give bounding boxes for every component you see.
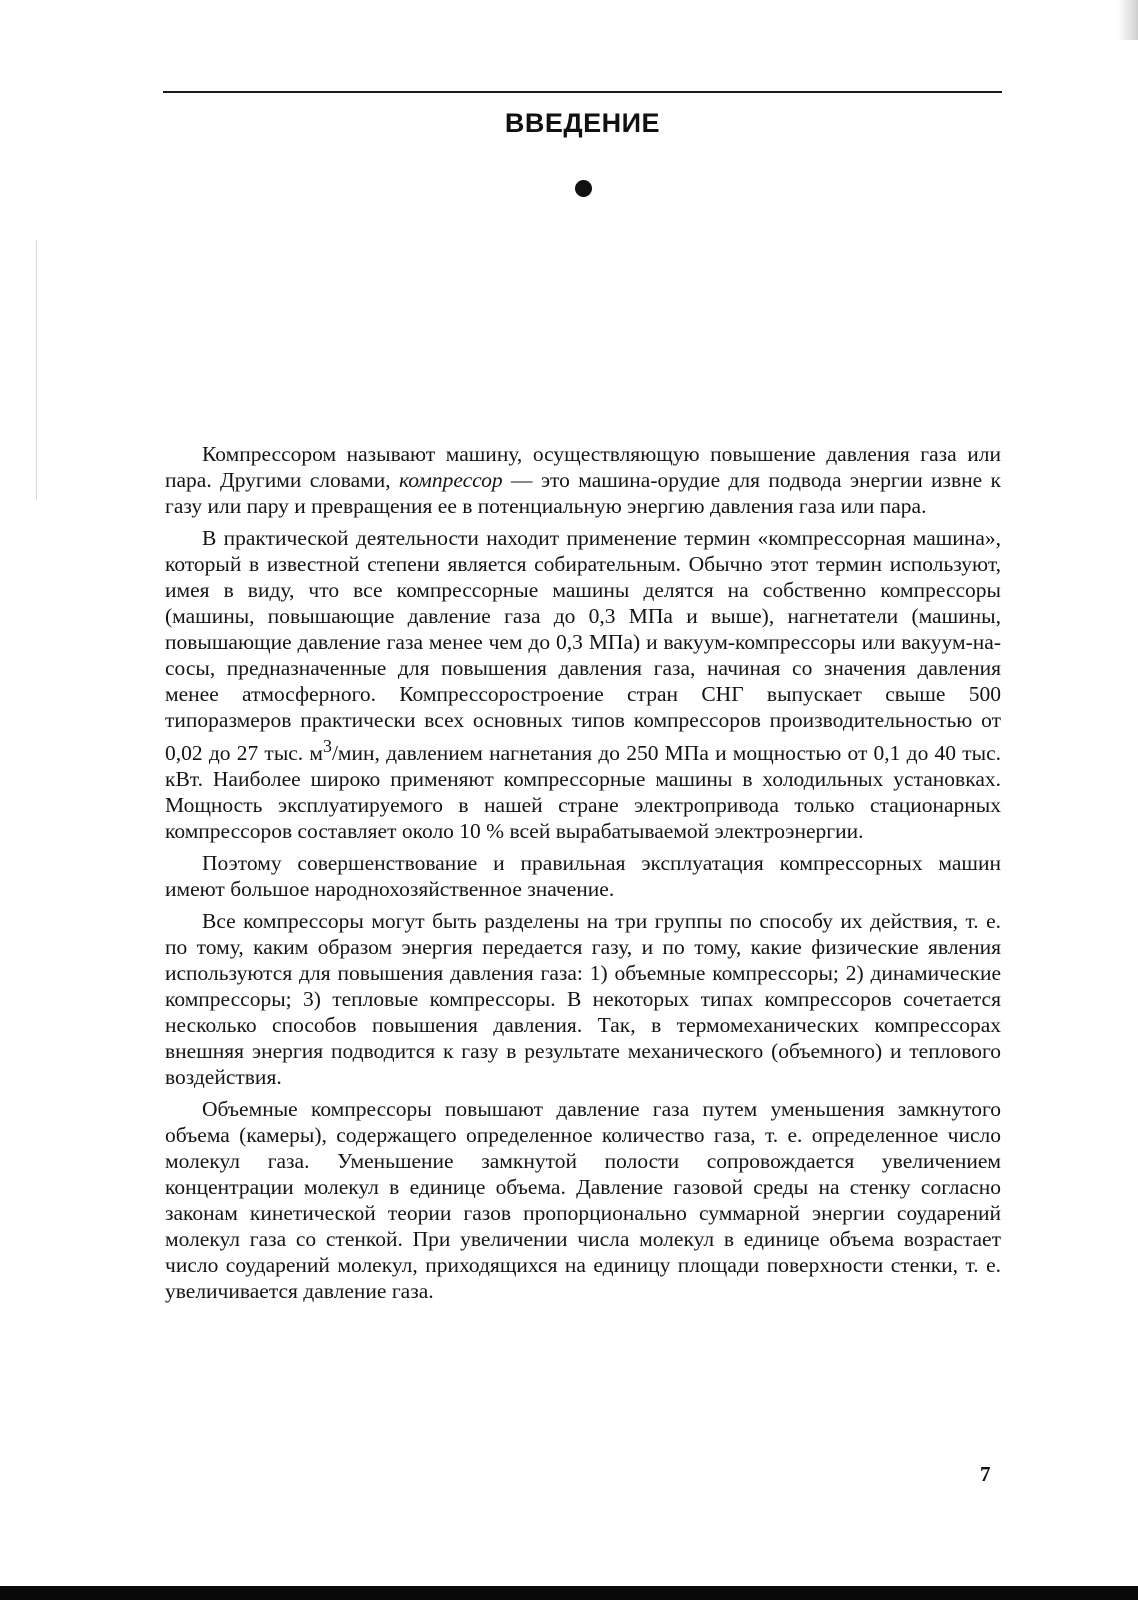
scan-edge-line bbox=[36, 240, 37, 500]
paragraph-1-emphasis: компрессор bbox=[398, 468, 503, 492]
page-number: 7 bbox=[980, 1462, 991, 1486]
bullet-ornament bbox=[575, 180, 592, 197]
paragraph-2-before: В практической деятельности находит применение термин «компрессорная машина», который в известной степени является собирательным. Обычно этот термин используют, имея в виду, что все компрессорные машины делятся на собственно компрессоры (машины, повышающие давление газа до 0,3 МПа и выше), нагнетатели (машины, повышающие давление газа менее чем до 0,3 МПа) и вакуум-компрессоры или вакуум-насосы, предназначенные для повышения давления газа, начиная со значения давления менее атмосферного. Компрессоростроение стран СНГ выпускает свыше 500 типоразмеров практически всех основных типов компрессоров производительностью от 0,02 до 27 тыс. м bbox=[165, 526, 1001, 766]
paragraph-2 bbox=[165, 525, 1001, 844]
paragraph-1-before: Компрессором называют машину, осуществляющую повышение давления газа или пара. Другими словами, bbox=[165, 442, 1001, 492]
paragraph-2-after: /мин, давлением нагнетания до 250 МПа и мощностью от 0,1 до 40 тыс. кВт. Наиболее широко применяют компрессорные машины в холодильных установках. Мощность эксплуатируемого в нашей стране электропривода только стационарных компрессоров составляет около 10 % всей вырабатываемой электроэнергии. bbox=[165, 741, 1001, 844]
scan-edge-mark bbox=[1118, 0, 1138, 40]
paragraph-1-after: — это машина-орудие для подвода энергии извне к газу или пару и превращения ее в потенциальную энергию давления газа или пара. bbox=[165, 468, 1002, 518]
paragraph-1 bbox=[165, 441, 1001, 519]
scan-bottom-band bbox=[0, 1586, 1138, 1600]
body-text bbox=[165, 441, 1001, 1310]
paragraph-4: Все компрессоры могут быть разделены на три группы по способу их действия, т. е. по тому, каким образом энергия передается газу, и по тому, какие физические явления используются для повышения давления газа: 1) объемные компрессоры; 2) динамические компрессоры; 3) тепловые компрессоры. В некоторых типах компрессоров сочетается несколько способов повышения давления. Так, в термомеханических компрессорах внешняя энергия подводится к газу в результате механического (объемного) и теплового воздействия. bbox=[165, 909, 1001, 1090]
top-rule bbox=[163, 91, 1002, 93]
paragraph-3: Поэтому совершенствование и правильная эксплуатация компрессорных машин имеют большое народнохозяйственное значение. bbox=[165, 851, 1001, 902]
chapter-heading: ВВЕДЕНИЕ bbox=[504, 108, 661, 138]
paragraph-2-superscript: 3 bbox=[323, 736, 332, 756]
paragraph-5: Объемные компрессоры повышают давление газа путем уменьшения замкнутого объема (камеры), содержащего определенное количество газа, т. е. определенное число молекул газа. Уменьшение замкнутой полости сопровождается увеличением концентрации молекул в единице объема. Давление газовой среды на стенку согласно законам кинетической теории газов пропорционально суммарной энергии соударений молекул газа со стенкой. При увеличении числа молекул в единице объема возрастает число соударений молекул, приходящихся на единицу площади поверхности стенки, т. е. увеличивается давление газа. bbox=[165, 1097, 1001, 1304]
